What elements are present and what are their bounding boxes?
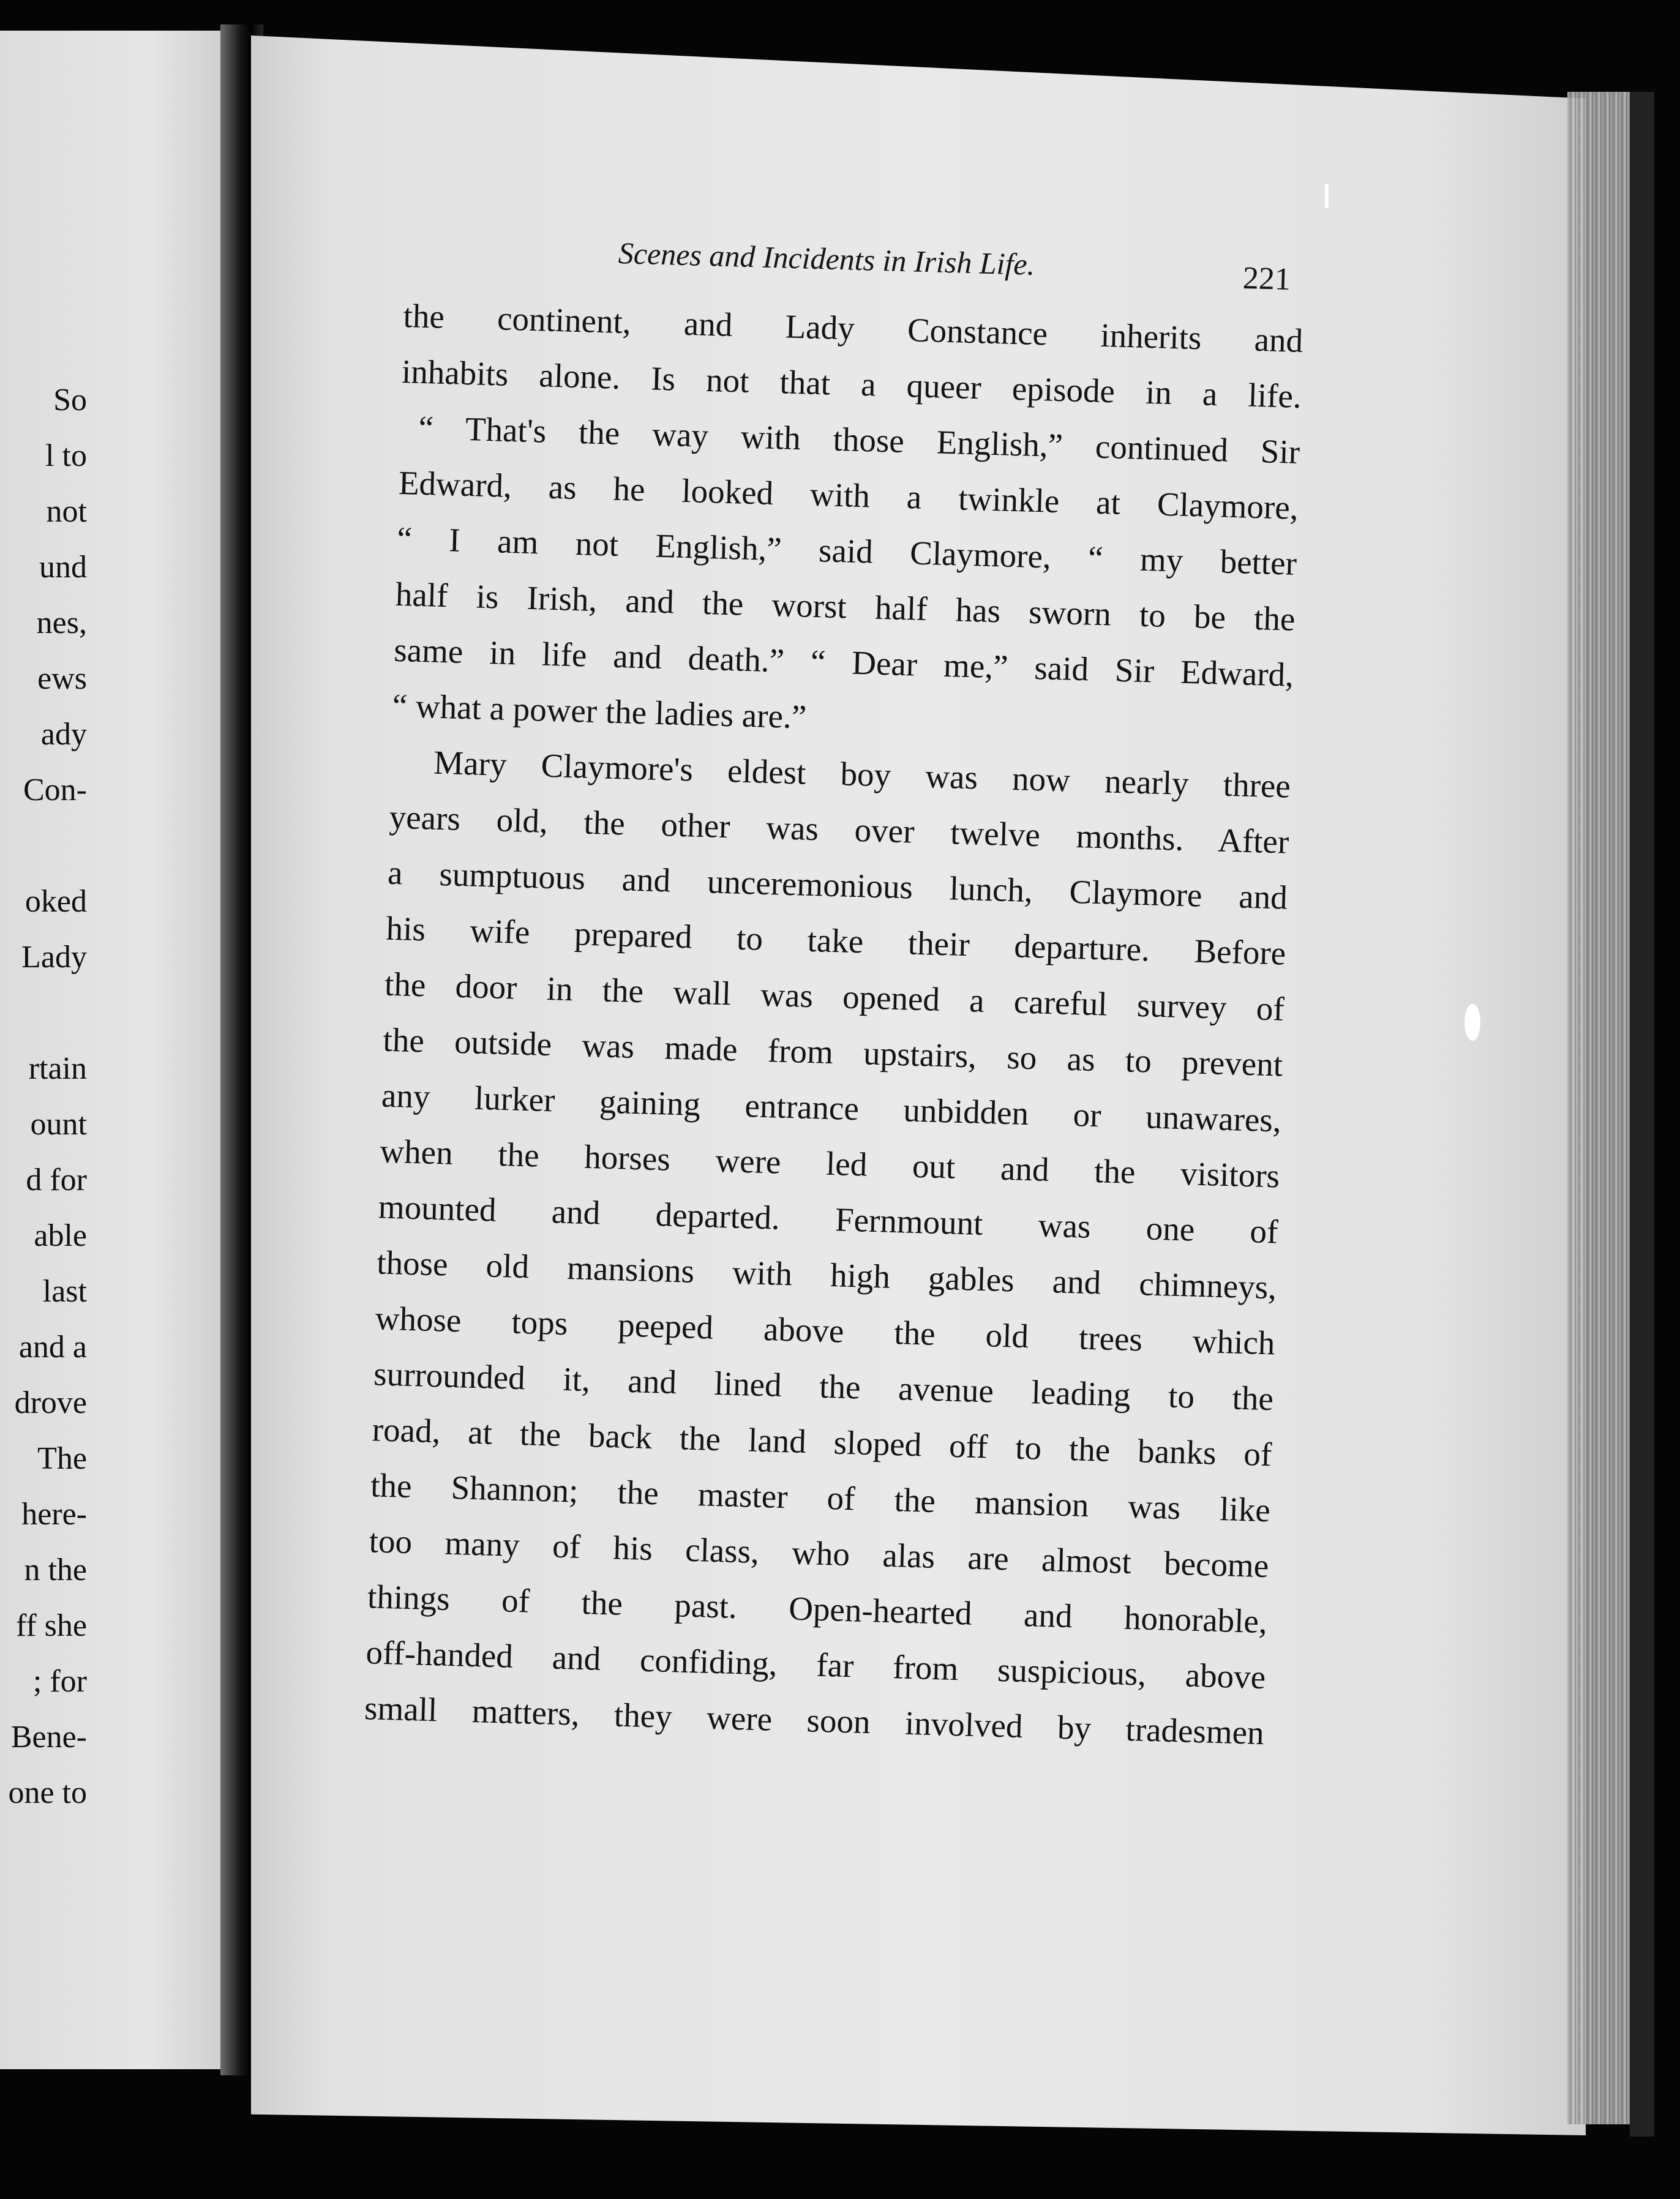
text-line: when the horses were led out and the visitors	[379, 1132, 1280, 1195]
text-line: years old, the other was over twelve months. After	[389, 798, 1290, 861]
left-line	[8, 818, 87, 874]
text-line: the Shannon; the master of the mansion was like	[370, 1466, 1271, 1529]
left-line: not	[46, 494, 87, 529]
left-page	[0, 31, 245, 2069]
page-number: 221	[1242, 260, 1291, 298]
running-head: Scenes and Incidents in Irish Life.	[618, 236, 1035, 282]
left-line: l to	[45, 438, 87, 473]
text-line: “ what a power the ladies are.”	[392, 686, 808, 736]
scan-speck	[1464, 1004, 1480, 1041]
left-line: und	[39, 550, 87, 585]
left-line: So	[53, 383, 87, 418]
left-line: one to	[8, 1775, 87, 1810]
left-line: ount	[30, 1107, 87, 1142]
left-line: oked	[24, 884, 87, 919]
text-line: any lurker gaining entrance unbidden or unawares,	[381, 1076, 1282, 1139]
left-line: rtain	[28, 1051, 87, 1086]
left-line: and a	[18, 1330, 87, 1365]
left-line: The	[37, 1441, 87, 1476]
text-line: the continent, and Lady Constance inherits and	[402, 296, 1304, 360]
left-line: d for	[26, 1163, 87, 1197]
text-line: “ That's the way with those English,” continued Sir	[418, 408, 1300, 471]
page-body-text	[364, 288, 1303, 1761]
text-line: Edward, as he looked with a twinkle at Claymore,	[398, 463, 1299, 526]
text-line: those old mansions with high gables and chimneys,	[376, 1243, 1277, 1306]
left-line: here-	[21, 1497, 87, 1532]
text-line: whose tops peeped above the old trees which	[375, 1299, 1276, 1362]
text-line: a sumptuous and unceremonious lunch, Claymore and	[387, 853, 1288, 916]
text-line: inhabits alone. Is not that a queer episode in a life.	[401, 352, 1302, 415]
text-line: Mary Claymore's eldest boy was now nearly three	[433, 743, 1291, 805]
left-line: nes,	[36, 605, 87, 640]
text-line: the door in the wall was opened a careful survey of	[384, 965, 1285, 1028]
text-line: too many of his class, who alas are almost become	[368, 1522, 1270, 1585]
page-edges	[1567, 92, 1635, 2124]
left-line: ff she	[15, 1608, 87, 1643]
text-line: mounted and departed. Fernmount was one of	[378, 1188, 1279, 1251]
scan-speck	[1325, 184, 1329, 208]
book-cover-edge	[1630, 92, 1654, 2137]
left-line: Lady	[21, 940, 87, 975]
left-line: drove	[14, 1385, 87, 1420]
left-line: ; for	[32, 1664, 87, 1699]
left-line: able	[34, 1218, 87, 1253]
text-line: road, at the back the land sloped off to the banks of	[372, 1410, 1273, 1474]
left-line: ews	[37, 661, 87, 696]
text-line: small matters, they were soon involved by tradesmen	[364, 1689, 1265, 1752]
left-line: Bene-	[10, 1720, 87, 1755]
text-line: off-handed and confiding, far from suspicious, above	[365, 1633, 1267, 1696]
text-line: half is Irish, and the worst half has sworn to be the	[395, 575, 1296, 638]
text-line: things of the past. Open-hearted and honorable,	[367, 1578, 1268, 1641]
text-line: same in life and death.” “ Dear me,” said Sir Edward,	[393, 631, 1294, 694]
left-page-text	[8, 372, 87, 1821]
left-line: ady	[40, 717, 87, 752]
text-line: the outside was made from upstairs, so as to prevent	[382, 1021, 1283, 1084]
text-line: his wife prepared to take their departure. Before	[385, 909, 1287, 972]
left-line: last	[42, 1274, 87, 1309]
left-line: n the	[24, 1553, 87, 1587]
text-line: surrounded it, and lined the avenue leading to the	[373, 1355, 1274, 1418]
text-line: “ I am not English,” said Claymore, “ my better	[396, 519, 1297, 582]
left-line: Con-	[23, 773, 87, 807]
left-line	[8, 985, 87, 1041]
